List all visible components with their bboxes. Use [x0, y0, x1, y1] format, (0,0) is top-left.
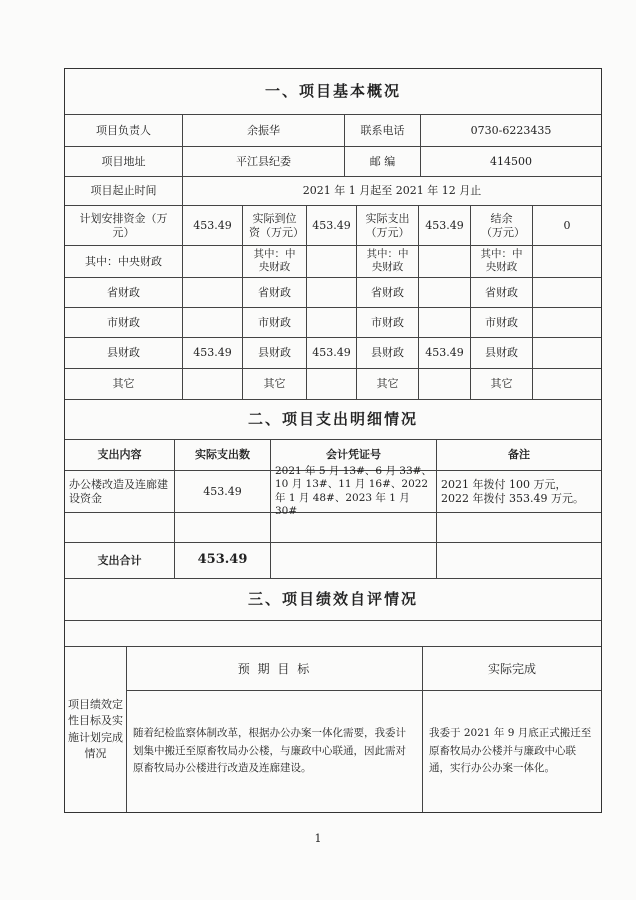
balance-label: 结余（万元） — [471, 206, 533, 245]
section3-blank-row — [65, 621, 601, 647]
central-value-1 — [183, 246, 243, 277]
central-label-4: 其中：中央财政 — [471, 246, 533, 277]
empty-cell-1 — [65, 513, 175, 542]
province-label-1: 省财政 — [65, 278, 183, 307]
central-value-3 — [419, 246, 471, 277]
expense-item-row — [65, 465, 601, 517]
received-label: 实际到位资（万元） — [243, 206, 307, 245]
total-label: 支出合计 — [65, 543, 175, 578]
funds-row — [65, 206, 601, 246]
expected-header: 预 期 目 标 — [127, 647, 423, 691]
city-value-2 — [307, 308, 357, 337]
county-spent: 453.49 — [419, 338, 471, 368]
col-note: 备注 — [508, 448, 530, 462]
address-label: 项目地址 — [65, 147, 183, 176]
period-label: 项目起止时间 — [65, 177, 183, 205]
other-label-1: 其它 — [65, 369, 183, 399]
empty-cell-3 — [271, 513, 437, 542]
spent-value: 453.49 — [419, 206, 471, 245]
county-row — [65, 338, 601, 369]
leader-value: 余振华 — [183, 115, 345, 146]
expense-empty-row — [65, 513, 601, 543]
total-voucher — [271, 543, 437, 578]
other-label-2: 其它 — [243, 369, 307, 399]
form-table — [64, 68, 602, 813]
other-value-1 — [183, 369, 243, 399]
county-value-4 — [533, 338, 601, 368]
city-label-3: 市财政 — [357, 308, 419, 337]
county-received: 453.49 — [307, 338, 357, 368]
section2-title: 二、项目支出明细情况 — [247, 410, 418, 429]
city-label-4: 市财政 — [471, 308, 533, 337]
expected-text: 随着纪检监察体制改革，根据办公办案一体化需要，我委计划集中搬迁至原畜牧局办公楼，与廉政中心联通，因此需对原畜牧局办公楼进行改造及连廊建设。 — [133, 726, 406, 775]
section2-title-row — [65, 400, 601, 440]
central-row — [65, 246, 601, 278]
city-label-1: 市财政 — [65, 308, 183, 337]
expense-total-row — [65, 543, 601, 579]
other-value-3 — [419, 369, 471, 399]
period-row — [65, 177, 601, 206]
section3-title-row — [65, 579, 601, 621]
planned-label: 计划安排资金（万元） — [65, 206, 183, 245]
city-value-3 — [419, 308, 471, 337]
province-value-1 — [183, 278, 243, 307]
period-value: 2021 年 1 月起至 2021 年 12 月止 — [302, 184, 482, 198]
item-voucher: 2021 年 5 月 13#、6 月 33#、10 月 13#、11 月 16#、2022 年 1 月 48#、2023 年 1 月 30# — [271, 471, 437, 512]
city-value-1 — [183, 308, 243, 337]
central-label-2: 其中：中央财政 — [243, 246, 307, 277]
city-label-2: 市财政 — [243, 308, 307, 337]
central-value-4 — [533, 246, 601, 277]
province-label-3: 省财政 — [357, 278, 419, 307]
empty-cell-2 — [175, 513, 271, 542]
central-label-3: 其中：中央财政 — [357, 246, 419, 277]
actual-cell — [423, 691, 601, 812]
province-value-4 — [533, 278, 601, 307]
section1-title: 一、项目基本概况 — [264, 82, 401, 101]
actual-text: 我委于 2021 年 9 月底正式搬迁至原畜牧局办公楼并与廉政中心联通，实行办公办案一体化。 — [429, 726, 592, 775]
postcode-label: 邮 编 — [345, 147, 421, 176]
received-value: 453.49 — [307, 206, 357, 245]
other-row — [65, 369, 601, 400]
expected-cell — [127, 691, 423, 812]
leader-label: 项目负责人 — [65, 115, 183, 146]
central-label-1: 其中：中央财政 — [65, 246, 183, 277]
page-number: 1 — [314, 832, 322, 845]
province-value-2 — [307, 278, 357, 307]
col-voucher: 会计凭证号 — [271, 440, 437, 470]
county-label-4: 县财政 — [471, 338, 533, 368]
county-label-1: 县财政 — [65, 338, 183, 368]
province-label-4: 省财政 — [471, 278, 533, 307]
address-value: 平江县纪委 — [183, 147, 345, 176]
other-value-2 — [307, 369, 357, 399]
postcode-value: 414500 — [490, 154, 532, 168]
leader-row — [65, 115, 601, 147]
section3-blank-cell — [65, 621, 601, 646]
col-content: 支出内容 — [65, 440, 175, 470]
central-value-2 — [307, 246, 357, 277]
county-label-2: 县财政 — [243, 338, 307, 368]
address-row — [65, 147, 601, 177]
city-value-4 — [533, 308, 601, 337]
section1-title-row — [65, 69, 601, 115]
total-note — [437, 543, 601, 578]
other-label-4: 其它 — [471, 369, 533, 399]
section3-title: 三、项目绩效自评情况 — [247, 590, 418, 609]
spent-label: 实际支出（万元） — [357, 206, 419, 245]
province-label-2: 省财政 — [243, 278, 307, 307]
item-note: 2021 年拨付 100 万元，2022 年拨付 353.49 万元。 — [441, 477, 584, 505]
city-row — [65, 308, 601, 338]
actual-header: 实际完成 — [423, 647, 601, 691]
other-label-3: 其它 — [357, 369, 419, 399]
phone-label: 联系电话 — [345, 115, 421, 146]
item-content: 办公楼改造及连廊建设资金 — [65, 471, 175, 512]
total-value: 453.49 — [175, 543, 271, 578]
other-value-4 — [533, 369, 601, 399]
county-label-3: 县财政 — [357, 338, 419, 368]
province-row — [65, 278, 601, 308]
item-amount: 453.49 — [175, 471, 271, 512]
phone-value: 0730-6223435 — [470, 123, 552, 137]
col-amount: 实际支出数 — [175, 440, 271, 470]
province-value-3 — [419, 278, 471, 307]
county-planned: 453.49 — [183, 338, 243, 368]
planned-value: 453.49 — [183, 206, 243, 245]
empty-cell-4 — [437, 513, 601, 542]
performance-label: 项目绩效定性目标及实施计划完成情况 — [65, 647, 127, 812]
balance-value: 0 — [563, 218, 571, 232]
